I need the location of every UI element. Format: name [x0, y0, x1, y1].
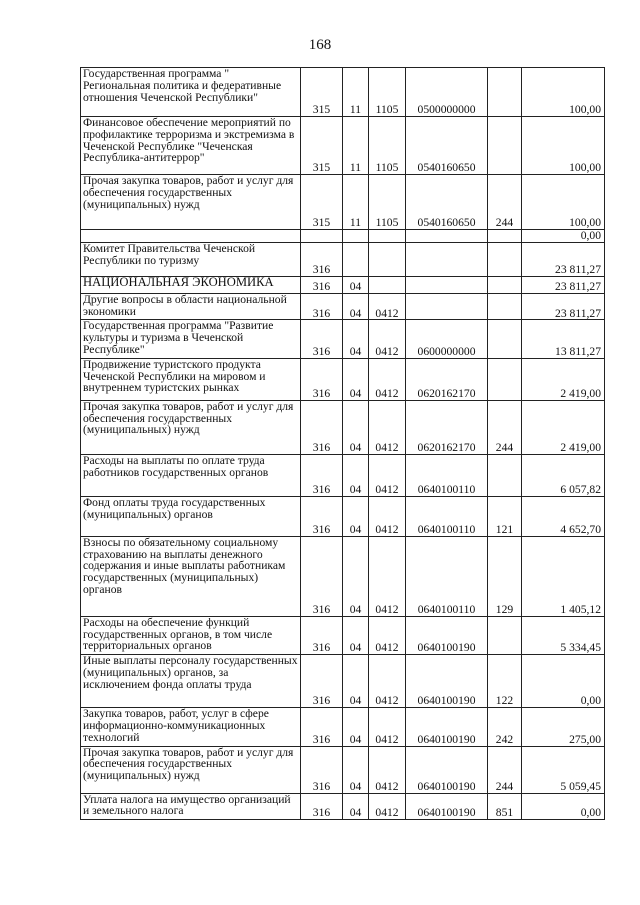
row-expense-type-code: 129 — [488, 536, 522, 616]
row-target-code: 0640100190 — [406, 746, 488, 793]
row-target-code: 0620162170 — [406, 400, 488, 454]
row-target-code — [406, 242, 488, 276]
row-amount: 5 059,45 — [522, 746, 605, 793]
table-row — [81, 68, 605, 117]
row-section-code: 04 — [343, 708, 369, 746]
row-section-code: 11 — [343, 117, 369, 175]
row-ved-code: 316 — [301, 293, 343, 320]
row-expense-type-code — [488, 293, 522, 320]
budget-table — [80, 67, 605, 820]
row-section-code: 04 — [343, 454, 369, 496]
row-ved-code: 316 — [301, 400, 343, 454]
row-amount: 100,00 — [522, 117, 605, 175]
row-ved-code: 315 — [301, 175, 343, 230]
row-ved-code: 316 — [301, 276, 343, 293]
row-name: Государственная программа "Развитие культуры и туризма в Чеченской Республике" — [81, 320, 301, 358]
row-subsection-code: 0412 — [369, 655, 406, 708]
row-expense-type-code — [488, 117, 522, 175]
row-target-code: 0640100190 — [406, 616, 488, 654]
row-ved-code: 316 — [301, 746, 343, 793]
row-ved-code: 316 — [301, 496, 343, 536]
table-row — [81, 616, 605, 654]
row-amount: 0,00 — [522, 230, 605, 243]
row-subsection-code: 0412 — [369, 400, 406, 454]
row-amount: 100,00 — [522, 68, 605, 117]
row-subsection-code: 1105 — [369, 117, 406, 175]
row-expense-type-code — [488, 454, 522, 496]
row-name: Иные выплаты персоналу государственных (муниципальных) органов, за исключением фонда оплаты труда — [81, 655, 301, 708]
row-name: Финансовое обеспечение мероприятий по профилактике терроризма и экстремизма в Чеченской Республике "Чеченская Республика-антитеррор" — [81, 117, 301, 175]
table-row — [81, 320, 605, 358]
row-ved-code: 316 — [301, 454, 343, 496]
table-row — [81, 655, 605, 708]
row-name: НАЦИОНАЛЬНАЯ ЭКОНОМИКА — [81, 276, 301, 293]
row-expense-type-code: 851 — [488, 793, 522, 820]
row-subsection-code: 1105 — [369, 68, 406, 117]
row-expense-type-code: 122 — [488, 655, 522, 708]
row-subsection-code — [369, 276, 406, 293]
row-amount: 4 652,70 — [522, 496, 605, 536]
row-subsection-code: 0412 — [369, 793, 406, 820]
row-subsection-code: 0412 — [369, 293, 406, 320]
row-target-code: 0640100110 — [406, 454, 488, 496]
row-section-code: 04 — [343, 746, 369, 793]
table-row — [81, 454, 605, 496]
row-expense-type-code: 244 — [488, 175, 522, 230]
row-name: Взносы по обязательному социальному страхованию на выплаты денежного содержания и иные выплаты работникам государственных (муниципальных) органов — [81, 536, 301, 616]
row-section-code: 04 — [343, 293, 369, 320]
row-name: Прочая закупка товаров, работ и услуг для обеспечения государственных (муниципальных) нужд — [81, 746, 301, 793]
table-row — [81, 746, 605, 793]
row-target-code: 0600000000 — [406, 320, 488, 358]
row-name: Другие вопросы в области национальной экономики — [81, 293, 301, 320]
row-expense-type-code — [488, 358, 522, 400]
row-ved-code: 316 — [301, 655, 343, 708]
row-expense-type-code — [488, 68, 522, 117]
row-expense-type-code — [488, 242, 522, 276]
row-expense-type-code — [488, 230, 522, 243]
row-ved-code: 315 — [301, 68, 343, 117]
row-subsection-code: 0412 — [369, 536, 406, 616]
row-name: Уплата налога на имущество организаций и земельного налога — [81, 793, 301, 820]
table-row — [81, 230, 605, 243]
row-ved-code: 316 — [301, 708, 343, 746]
row-ved-code: 316 — [301, 358, 343, 400]
row-section-code: 04 — [343, 496, 369, 536]
row-expense-type-code: 121 — [488, 496, 522, 536]
budget-table-body — [81, 68, 605, 820]
row-section-code — [343, 230, 369, 243]
row-ved-code: 315 — [301, 117, 343, 175]
row-subsection-code: 0412 — [369, 454, 406, 496]
row-amount: 0,00 — [522, 655, 605, 708]
row-section-code: 04 — [343, 536, 369, 616]
row-subsection-code: 0412 — [369, 320, 406, 358]
row-subsection-code: 0412 — [369, 616, 406, 654]
row-expense-type-code: 242 — [488, 708, 522, 746]
table-row — [81, 536, 605, 616]
row-amount: 23 811,27 — [522, 242, 605, 276]
row-target-code: 0540160650 — [406, 175, 488, 230]
row-expense-type-code — [488, 616, 522, 654]
table-row — [81, 117, 605, 175]
table-row — [81, 242, 605, 276]
row-amount: 23 811,27 — [522, 293, 605, 320]
row-ved-code — [301, 230, 343, 243]
row-section-code: 04 — [343, 400, 369, 454]
row-ved-code: 316 — [301, 242, 343, 276]
row-target-code: 0640100190 — [406, 655, 488, 708]
row-name: Закупка товаров, работ, услуг в сфере информационно-коммуникационных технологий — [81, 708, 301, 746]
row-subsection-code — [369, 242, 406, 276]
row-target-code: 0640100110 — [406, 496, 488, 536]
row-ved-code: 316 — [301, 536, 343, 616]
row-name: Прочая закупка товаров, работ и услуг для обеспечения государственных (муниципальных) нужд — [81, 400, 301, 454]
row-target-code: 0640100190 — [406, 708, 488, 746]
row-target-code: 0540160650 — [406, 117, 488, 175]
table-row — [81, 175, 605, 230]
row-amount: 0,00 — [522, 793, 605, 820]
table-row — [81, 793, 605, 820]
row-amount: 2 419,00 — [522, 358, 605, 400]
row-amount: 23 811,27 — [522, 276, 605, 293]
row-section-code: 04 — [343, 793, 369, 820]
row-target-code — [406, 276, 488, 293]
row-expense-type-code — [488, 320, 522, 358]
row-amount: 275,00 — [522, 708, 605, 746]
row-amount: 5 334,45 — [522, 616, 605, 654]
row-amount: 1 405,12 — [522, 536, 605, 616]
row-name: Фонд оплаты труда государственных (муниципальных) органов — [81, 496, 301, 536]
row-section-code — [343, 242, 369, 276]
table-row — [81, 358, 605, 400]
row-ved-code: 316 — [301, 616, 343, 654]
row-name: Расходы на выплаты по оплате труда работников государственных органов — [81, 454, 301, 496]
row-name: Государственная программа " Региональная политика и федеративные отношения Чеченской Республики" — [81, 68, 301, 117]
row-section-code: 04 — [343, 320, 369, 358]
row-subsection-code: 0412 — [369, 358, 406, 400]
row-subsection-code: 1105 — [369, 175, 406, 230]
row-target-code — [406, 230, 488, 243]
row-subsection-code — [369, 230, 406, 243]
row-subsection-code: 0412 — [369, 708, 406, 746]
row-expense-type-code: 244 — [488, 746, 522, 793]
row-subsection-code: 0412 — [369, 496, 406, 536]
row-section-code: 11 — [343, 68, 369, 117]
row-target-code — [406, 293, 488, 320]
row-ved-code: 316 — [301, 793, 343, 820]
row-ved-code: 316 — [301, 320, 343, 358]
row-expense-type-code — [488, 276, 522, 293]
row-target-code: 0500000000 — [406, 68, 488, 117]
row-target-code: 0620162170 — [406, 358, 488, 400]
table-row — [81, 276, 605, 293]
row-amount: 2 419,00 — [522, 400, 605, 454]
row-target-code: 0640100190 — [406, 793, 488, 820]
row-name: Расходы на обеспечение функций государственных органов, в том числе территориальных органов — [81, 616, 301, 654]
table-row — [81, 708, 605, 746]
page-number: 168 — [308, 37, 332, 53]
row-section-code: 04 — [343, 358, 369, 400]
table-row — [81, 293, 605, 320]
row-name — [81, 230, 301, 243]
row-expense-type-code: 244 — [488, 400, 522, 454]
row-section-code: 04 — [343, 276, 369, 293]
row-name: Прочая закупка товаров, работ и услуг для обеспечения государственных (муниципальных) нужд — [81, 175, 301, 230]
row-section-code: 04 — [343, 616, 369, 654]
row-subsection-code: 0412 — [369, 746, 406, 793]
table-row — [81, 496, 605, 536]
row-amount: 100,00 — [522, 175, 605, 230]
row-target-code: 0640100110 — [406, 536, 488, 616]
table-row — [81, 400, 605, 454]
row-section-code: 04 — [343, 655, 369, 708]
row-amount: 6 057,82 — [522, 454, 605, 496]
row-name: Комитет Правительства Чеченской Республики по туризму — [81, 242, 301, 276]
row-name: Продвижение туристского продукта Чеченской Республики на мировом и внутреннем туристских рынках — [81, 358, 301, 400]
row-section-code: 11 — [343, 175, 369, 230]
row-amount: 13 811,27 — [522, 320, 605, 358]
